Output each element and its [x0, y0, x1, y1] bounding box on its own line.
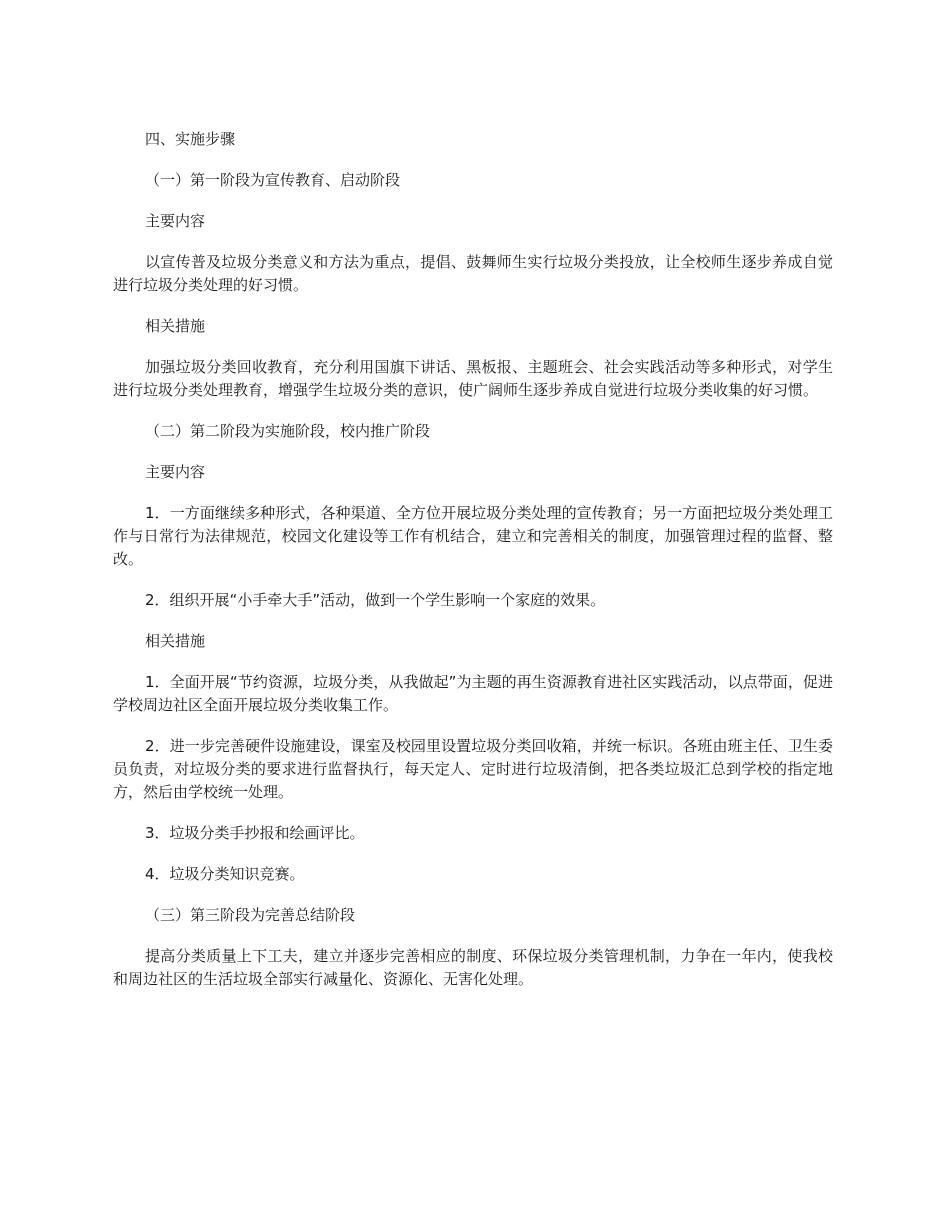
- phase-heading: （一）第一阶段为宣传教育、启动阶段: [145, 171, 401, 189]
- subheading: 主要内容: [145, 212, 206, 230]
- body-paragraph: 加强垃圾分类回收教育，充分利用国旗下讲话、黑板报、主题班会、社会实践活动等多种形式，对学生进行垃圾分类处理教育，增强学生垃圾分类的意识，使广阔师生逐步养成自觉进行垃圾分类收集的好习惯。: [113, 358, 833, 399]
- subheading: 主要内容: [145, 463, 206, 481]
- body-paragraph: 以宣传普及垃圾分类意义和方法为重点，提倡、鼓舞师生实行垃圾分类投放，让全校师生逐步养成自觉进行垃圾分类处理的好习惯。: [113, 253, 833, 294]
- phase-heading: （三）第三阶段为完善总结阶段: [145, 906, 356, 924]
- list-item-paragraph: 1．一方面继续多种形式，各种渠道、全方位开展垃圾分类处理的宣传教育；另一方面把垃圾分类处理工作与日常行为法律规范，校园文化建设等工作有机结合，建立和完善相关的制度，加强管理过程的监督、整改。: [113, 504, 833, 568]
- section-heading: 四、实施步骤: [145, 130, 236, 148]
- list-item-paragraph: 3．垃圾分类手抄报和绘画评比。: [145, 824, 365, 842]
- document-page: [113, 128, 833, 991]
- body-paragraph: 提高分类质量上下工夫，建立并逐步完善相应的制度、环保垃圾分类管理机制，力争在一年内，使我校和周边社区的生活垃圾全部实行减量化、资源化、无害化处理。: [113, 947, 833, 988]
- subheading: 相关措施: [145, 632, 206, 650]
- list-item-paragraph: 1．全面开展“节约资源，垃圾分类，从我做起”为主题的再生资源教育进社区实践活动，以点带面，促进学校周边社区全面开展垃圾分类收集工作。: [113, 673, 833, 714]
- phase-heading: （二）第二阶段为实施阶段，校内推广阶段: [145, 422, 431, 440]
- list-item-paragraph: 4．垃圾分类知识竞赛。: [145, 865, 305, 883]
- list-item-paragraph: 2．组织开展“小手牵大手”活动，做到一个学生影响一个家庭的效果。: [145, 591, 606, 609]
- subheading: 相关措施: [145, 317, 206, 335]
- list-item-paragraph: 2．进一步完善硬件设施建设，课室及校园里设置垃圾分类回收箱，并统一标识。各班由班主任、卫生委员负责，对垃圾分类的要求进行监督执行，每天定人、定时进行垃圾清倒，把各类垃圾汇总到学校的指定地方，然后由学校统一处理。: [113, 737, 833, 801]
